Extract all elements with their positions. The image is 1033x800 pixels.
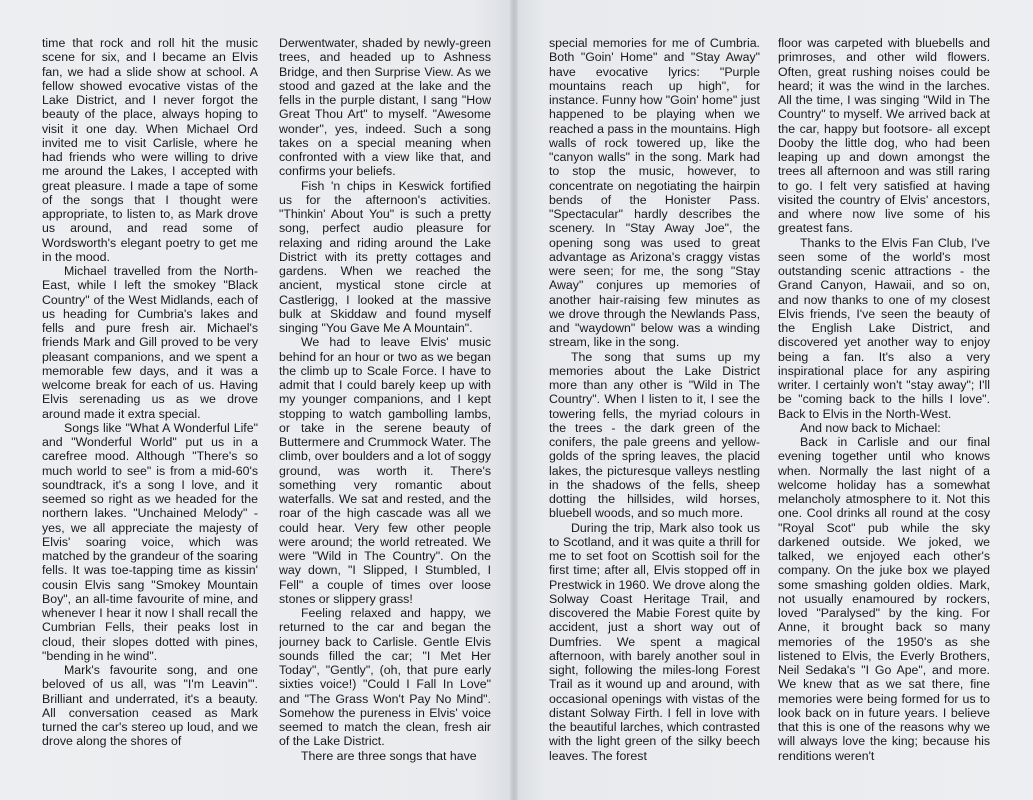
paragraph: Derwentwater, shaded by newly-green trees, and headed up to Ashness Bridge, and then Surprise View. As we stood and gazed at the lake and the fells in the purple distant, I sang "How Great Thou Art" to myself. "Awesome wonder", yes, indeed. Such a song takes on a special meaning when confronted with a view like that, and confirms your beliefs.: [279, 36, 491, 179]
paragraph: Thanks to the Elvis Fan Club, I've seen some of the world's most outstanding scenic attractions - the Grand Canyon, Hawaii, and so on, and now thanks to one of my closest Elvis friends, I've seen the beauty of the English Lake District, and discovered yet another way to enjoy being a fan. It's also a very inspirational place for any aspiring writer. I certainly won't "stay away"; I'll be "coming back to the hills I love". Back to Elvis in the North-West.: [778, 235, 990, 421]
paragraph: There are three songs that have: [301, 748, 477, 763]
paragraph: Songs like "What A Wonderful Life" and "Wonderful World" put us in a carefree mood. Although "There's so much world to see" is from a mid-60's soundtrack, it's a song I love, and it seemed so right as we headed for the northern lakes. "Unchained Melody" - yes, we all appreciate the majesty of Elvis' soaring voice, which was matched by the grandeur of the soaring fells. It was toe-tapping time as kissin' cousin Elvis sang "Smokey Mountain Boy", an all-time favourite of mine, and whenever I hear it now I shall recall the Cumbrian Fells, their peaks lost in cloud, their slopes dotted with pines, "bending in he wind".: [42, 420, 258, 663]
paragraph: We had to leave Elvis' music behind for an hour or two as we began the climb up to Scale Force. I have to admit that I could barely keep up with my younger companions, and I kept stopping to watch gambolling lambs, or take in the serene beauty of Buttermere and Crummock Water. The climb, over boulders and a lot of soggy ground, was worth it. There's something very romantic about waterfalls. We sat and rested, and the roar of the high cascade was all we could hear. Very few other people were around; the world retreated. We were "Wild in The Country". On the way down, "I Slipped, I Stumbled, I Fell" a couple of times over loose stones or slippery grass!: [279, 335, 491, 606]
text-column-2: [279, 36, 491, 796]
paragraph: During the trip, Mark also took us to Scotland, and it was quite a thrill for me to set foot on Scottish soil for the first time; after all, Elvis stopped off in Prestwick in 1960. We drove along the Solway Coast Heritage Trail, and discovered the Mabie Forest quite by accident, just a short way out of Dumfries. We spent a magical afternoon, with barely another soul in sight, following the miles-long Forest Trail as it wound up and around, with occasional openings with vistas of the distant Solway Firth. I fell in love with the beautiful larches, which contrasted with the light green of the silky beech leaves. The forest: [549, 520, 760, 763]
paragraph: And now back to Michael:: [800, 420, 941, 435]
paragraph: special memories for me of Cumbria. Both "Goin' Home" and "Stay Away" have evocative lyrics: "Purple mountains reach up high", for instance. Funny how "Goin' home" just happened to be playing when we reached a pass in the mountains. High walls of rock towered up, like the "canyon walls" in the song. Mark had to stop the music, however, to concentrate on negotiating the hairpin bends of the Honister Pass. "Spectacular" hardly describes the scenery. In "Stay Away Joe", the opening song was used to great advantage as Arizona's craggy vistas were seen; for me, the song "Stay Away" conjures up memories of another hair-raising few minutes as we drove through the Newlands Pass, and "waydown" below was a winding stream, like in the song.: [549, 36, 760, 350]
paragraph: Michael travelled from the North-East, while I left the smokey "Black Country" of the West Midlands, each of us heading for Cumbria's lakes and fells and pure fresh air. Michael's friends Mark and Gill proved to be very pleasant companions, and we spent a memorable few days, and it was a welcome break for each of us. Having Elvis serenading us as we drove around made it extra special.: [42, 264, 258, 421]
paragraph: floor was carpeted with bluebells and primroses, and other wild flowers. Often, great rushing noises could be heard; it was the wind in the larches. All the time, I was singing "Wild in The Country" to myself. We arrived back at the car, happy but footsore- all except Dooby the little dog, who had been leaping up and down amongst the trees all afternoon and was still raring to go. I felt very satisfied at having visited the country of Elvis' ancestors, and where now live some of his greatest fans.: [778, 36, 990, 236]
text-column-4: [778, 36, 990, 796]
paragraph: time that rock and roll hit the music scene for six, and I became an Elvis fan, we had a slide show at school. A fellow showed evocative vistas of the Lake District, and I never forgot the beauty of the place, always hoping to visit it one day. When Michael Ord invited me to visit Carlisle, where he had friends who were willing to drive me around the Lakes, I accepted with great pleasure. I made a tape of some of the songs that I thought were appropriate, to listen to, as Mark drove us around, and read some of Wordsworth's elegant poetry to get me in the mood.: [42, 36, 258, 264]
text-column-1: [42, 36, 258, 796]
paragraph: Fish 'n chips in Keswick fortified us for the afternoon's activities. "Thinkin' About You" is such a pretty song, perfect audio pleasure for relaxing and riding around the Lake District with its pretty cottages and gardens. When we reached the ancient, mystical stone circle at Castlerigg, I looked at the massive bulk at Skiddaw and found myself singing "You Gave Me A Mountain".: [279, 178, 491, 335]
paragraph: Feeling relaxed and happy, we returned to the car and began the journey back to Carlisle. Gentle Elvis sounds filled the car; "I Met Her Today", "Gently", (oh, that pure early sixties voice!) "Could I Fall In Love" and "The Grass Won't Pay No Mind". Somehow the pureness in Elvis' voice seemed to match the clean, fresh air of the Lake District.: [279, 606, 491, 749]
text-column-3: [549, 36, 760, 796]
paragraph: The song that sums up my memories about the Lake District more than any other is "Wild in The Country". When I listen to it, I see the towering fells, the myriad colours in the trees - the dark green of the conifers, the pale greens and yellow-golds of the spring leaves, the placid lakes, the picturesque valleys nestling in the shadows of the fells, sheep dotting the hillsides, wild horses, bluebell woods, and so much more.: [549, 349, 760, 521]
page-gutter: [510, 0, 518, 800]
paragraph: Mark's favourite song, and one beloved of us all, was "I'm Leavin'". Brilliant and underrated, it's a beauty. All conversation ceased as Mark turned the car's stereo up loud, and we drove along the shores of: [42, 663, 258, 749]
paragraph: Back in Carlisle and our final evening together until who knows when. Normally the last night of a welcome holiday has a somewhat melancholy atmosphere to it. Not this one. Cool drinks all round at the cosy "Royal Scot" pub while the sky darkened outside. We joked, we talked, we enjoyed each other's company. On the juke box we played some smashing golden oldies. Mark, not usually enamoured by rockers, loved "Paralysed" by the king. For Anne, it brought back so many memories of the 1950's as she listened to Elvis, the Everly Brothers, Neil Sedaka's "I Go Ape", and more. We knew that as we sat there, fine memories were being formed for us to look back on in future years. I believe that this is one of the reasons why we will always love the king; because his renditions weren't: [778, 435, 990, 763]
